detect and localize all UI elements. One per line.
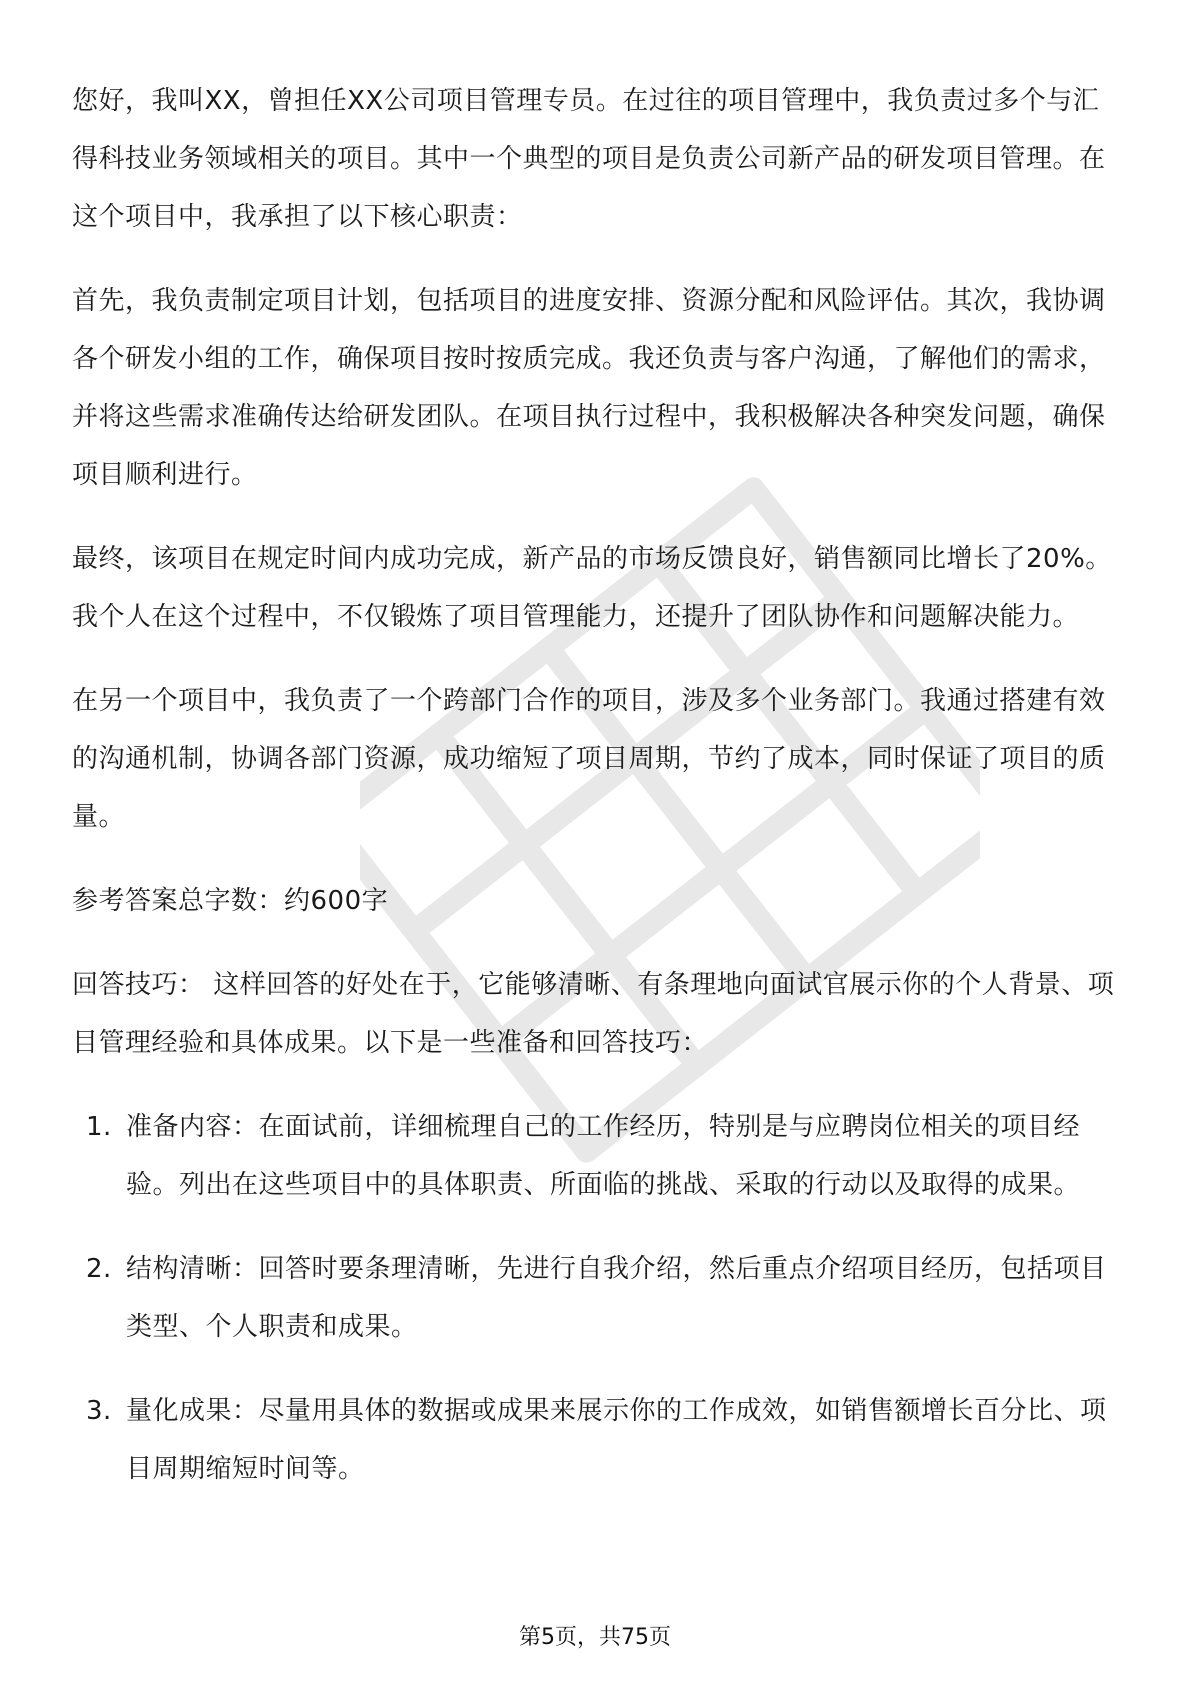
word-count: 参考答案总字数：约600字 [72, 886, 389, 916]
document-body [72, 72, 1122, 1524]
list-item-text: 结构清晰：回答时要条理清晰，先进行自我介绍，然后重点介绍项目经历，包括项目类型、个人职责和成果。 [126, 1254, 1107, 1342]
list-item-text: 量化成果：尽量用具体的数据或成果来展示你的工作成效，如销售额增长百分比、项目周期缩短时间等。 [126, 1396, 1107, 1484]
list-item-text: 准备内容：在面试前，详细梳理自己的工作经历，特别是与应聘岗位相关的项目经验。列出在这些项目中的具体职责、所面临的挑战、采取的行动以及取得的成果。 [126, 1112, 1081, 1200]
list-item [72, 1382, 1122, 1498]
list-item [72, 1098, 1122, 1214]
tips-list [72, 1098, 1122, 1498]
cross-department-paragraph: 在另一个项目中，我负责了一个跨部门合作的项目，涉及多个业务部门。我通过搭建有效的沟通机制，协调各部门资源，成功缩短了项目周期，节约了成本，同时保证了项目的质量。 [72, 686, 1106, 832]
list-number: 3. [86, 1396, 112, 1426]
list-item [72, 1240, 1122, 1356]
intro-paragraph: 您好，我叫XX，曾担任XX公司项目管理专员。在过往的项目管理中，我负责过多个与汇得科技业务领域相关的项目。其中一个典型的项目是负责公司新产品的研发项目管理。在这个项目中，我承担了以下核心职责： [72, 86, 1106, 232]
page-footer: 第5页，共75页 [519, 1625, 671, 1650]
answer-tips-paragraph: 回答技巧： 这样回答的好处在于，它能够清晰、有条理地向面试官展示你的个人背景、项目管理经验和具体成果。以下是一些准备和回答技巧： [72, 970, 1115, 1058]
list-number: 2. [86, 1254, 112, 1284]
results-paragraph: 最终，该项目在规定时间内成功完成，新产品的市场反馈良好，销售额同比增长了20%。我个人在这个过程中，不仅锻炼了项目管理能力，还提升了团队协作和问题解决能力。 [72, 544, 1112, 632]
list-number: 1. [86, 1112, 112, 1142]
responsibilities-paragraph: 首先，我负责制定项目计划，包括项目的进度安排、资源分配和风险评估。其次，我协调各个研发小组的工作，确保项目按时按质完成。我还负责与客户沟通，了解他们的需求，并将这些需求准确传达给研发团队。在项目执行过程中，我积极解决各种突发问题，确保项目顺利进行。 [72, 286, 1106, 490]
